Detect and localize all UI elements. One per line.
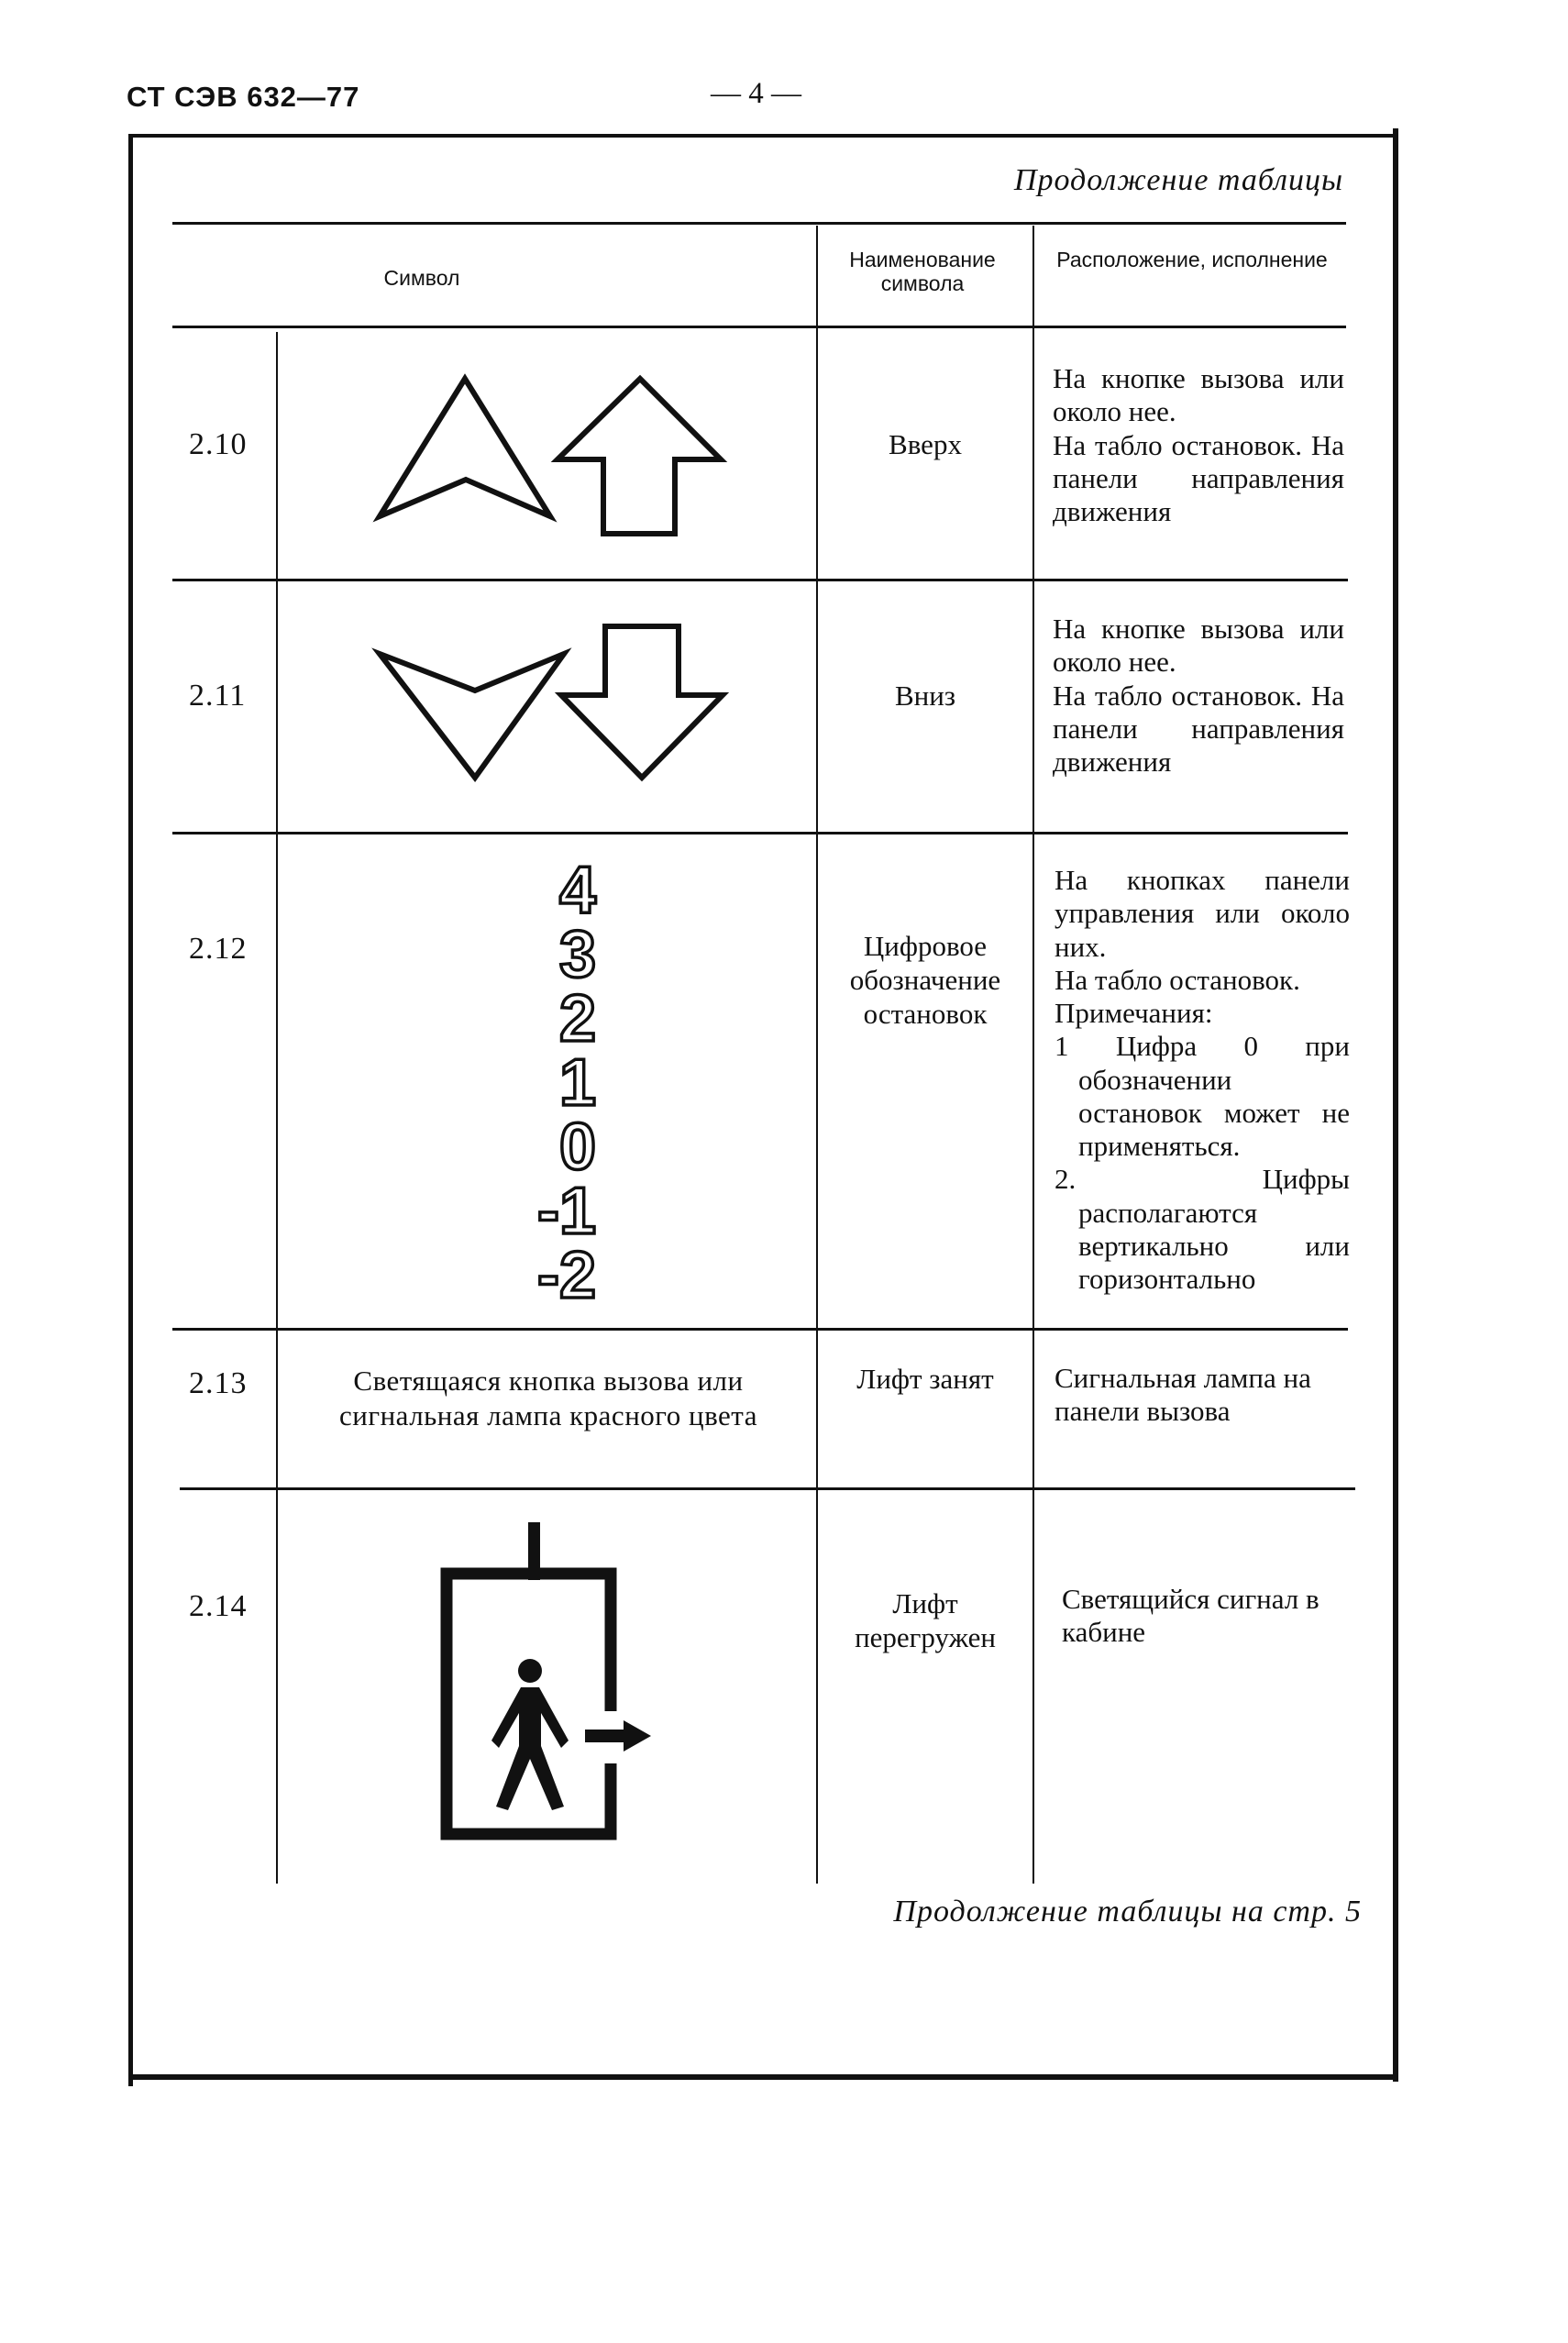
row-number: 2.12 (189, 932, 248, 966)
overloaded-lift-icon (431, 1522, 679, 1852)
frame-top-border (128, 134, 1398, 138)
placement-line: Сигнальная лампа на панели вызова (1055, 1362, 1311, 1428)
row-number: 2.10 (189, 427, 248, 461)
symbol-name: Вниз (894, 680, 956, 712)
floor-digit: 1 (558, 1046, 596, 1120)
column-divider-name (816, 226, 818, 1884)
column-header-symbol: Символ (383, 266, 460, 290)
placement-line: На кнопке вызова или около нее. (1053, 613, 1344, 679)
symbol-name: Цифровое обозначение остановок (849, 930, 1001, 1031)
page-number: — 4 — (711, 77, 801, 110)
symbol-name: Лифт перегружен (855, 1587, 996, 1654)
floor-digit: 3 (558, 918, 596, 991)
table-header-rule (172, 326, 1346, 328)
standard-designation: СТ СЭВ 632—77 (127, 81, 360, 113)
floor-digit: -2 (536, 1239, 596, 1312)
placement-line: На кнопке вызова или около нее. (1053, 362, 1344, 428)
row-divider (172, 579, 1348, 581)
down-arrows-icon (367, 614, 734, 798)
frame-bottom-border (128, 2074, 1398, 2080)
row-number: 2.11 (189, 679, 247, 713)
column-header-placement: Расположение, исполнение (1056, 248, 1328, 271)
continuation-footer: Продолжение таблицы на стр. 5 (893, 1895, 1362, 1929)
placement-text (1053, 362, 1344, 528)
placement-line: На кнопках панели управления или около них. (1055, 864, 1350, 963)
symbol-description: Светящаяся кнопка вызова или сигнальная лампа красного цвета (339, 1365, 757, 1431)
floor-digit: 2 (558, 982, 596, 1055)
placement-line: На табло остановок. (1055, 963, 1300, 996)
row-divider (180, 1487, 1355, 1490)
row-number: 2.14 (189, 1589, 248, 1623)
row-divider (172, 1328, 1348, 1331)
column-divider-number (276, 332, 278, 1884)
note-item: 2. Цифры располагаются вертикально или горизонтально (1055, 1163, 1350, 1296)
column-header-name: Наименование символа (849, 248, 996, 296)
placement-line: Светящийся сигнал в кабине (1062, 1583, 1320, 1649)
column-divider-placement (1032, 226, 1034, 1884)
continuation-label: Продолжение таблицы (1013, 163, 1343, 197)
frame-left-border (128, 138, 133, 2086)
placement-text (1055, 864, 1350, 1296)
note-item: 1 Цифра 0 при обозначении остановок может не применяться. (1055, 1030, 1350, 1163)
symbol-name: Лифт занят (856, 1363, 994, 1395)
symbol-name: Вверх (889, 428, 962, 460)
floor-digit: -1 (536, 1175, 596, 1248)
floor-digit: 4 (558, 854, 596, 927)
up-arrows-icon (367, 367, 734, 550)
placement-line: На табло остановок. На панели направления движения (1053, 428, 1344, 528)
floor-digits-icon (495, 853, 642, 1311)
frame-right-border (1393, 128, 1398, 2082)
row-divider (172, 832, 1348, 834)
placement-text (1053, 613, 1344, 779)
table-top-rule (172, 222, 1346, 225)
row-number: 2.13 (189, 1366, 248, 1400)
placement-line: На табло остановок. На панели направления движения (1053, 679, 1344, 779)
placement-text (1062, 1583, 1353, 1650)
notes-title: Примечания: (1055, 997, 1213, 1030)
floor-digit: 0 (558, 1111, 596, 1184)
placement-text (1055, 1362, 1346, 1429)
